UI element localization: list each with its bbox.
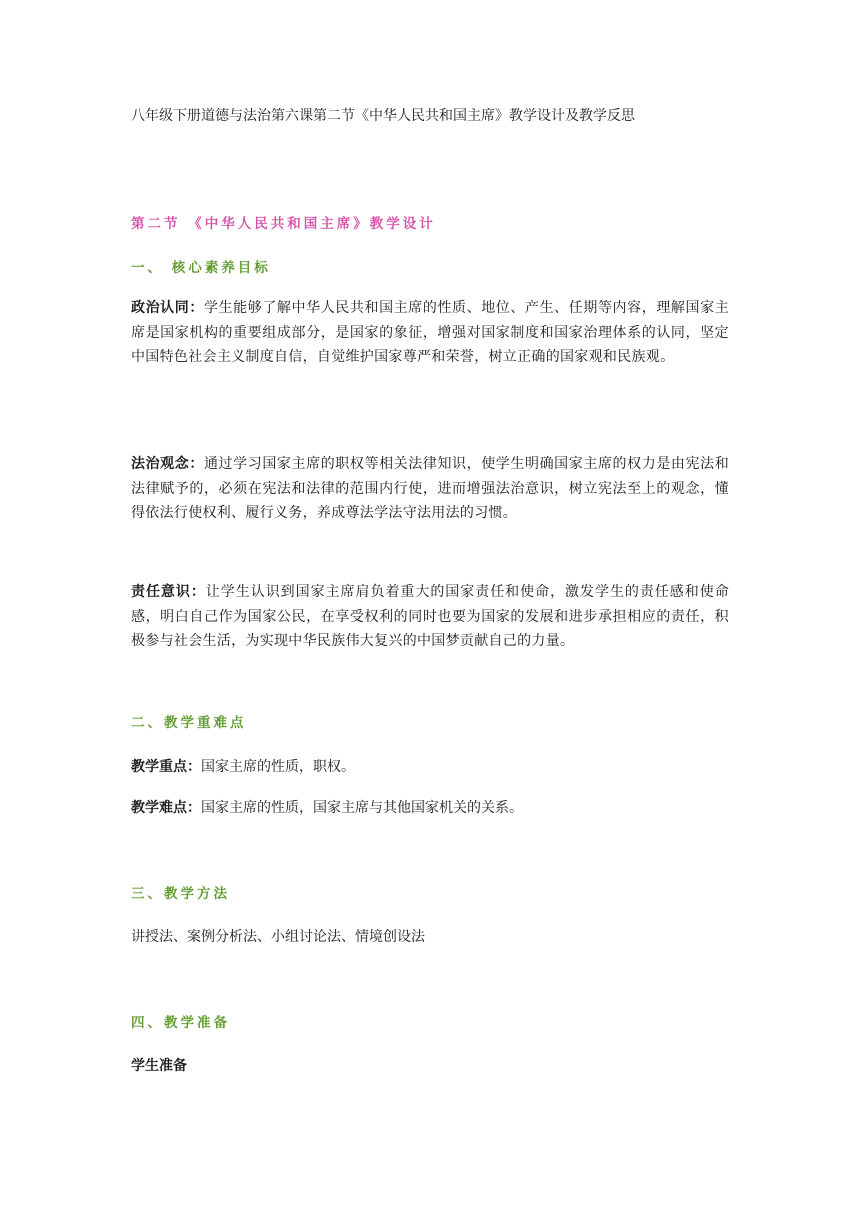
key-point-text: 国家主席的性质，职权。 <box>201 759 355 775</box>
heading-key-difficult-points: 二、教学重难点 <box>131 715 247 731</box>
difficult-point-line <box>131 797 731 819</box>
paragraph-label: 法治观念： <box>131 456 204 472</box>
difficult-point-label: 教学难点： <box>131 800 201 816</box>
paragraph-responsibility <box>131 580 729 654</box>
paragraph-text: 让学生认识到国家主席肩负着重大的国家责任和使命，激发学生的责任感和使命感，明白自己作为国家公民，在享受权利的同时也要为国家的发展和进步承担相应的责任，积极参与社会生活，为实现中华民族伟大复兴的中国梦贡献自己的力量。 <box>131 584 730 649</box>
paragraph-label: 政治认同： <box>131 300 204 316</box>
key-point-line <box>131 756 731 778</box>
heading-core-literacy: 一、 核心素养目标 <box>131 260 271 276</box>
paragraph-political-identity <box>131 296 729 370</box>
difficult-point-text: 国家主席的性质，国家主席与其他国家机关的关系。 <box>201 800 523 816</box>
heading-teaching-methods: 三、教学方法 <box>131 886 230 902</box>
document-title: 八年级下册道德与法治第六课第二节《中华人民共和国主席》教学设计及教学反思 <box>131 108 635 124</box>
student-preparation-label: 学生准备 <box>131 1058 187 1074</box>
paragraph-text: 学生能够了解中华人民共和国主席的性质、地位、产生、任期等内容，理解国家主席是国家机构的重要组成部分，是国家的象征，增强对国家制度和国家治理体系的认同，坚定中国特色社会主义制度自信，自觉维护国家尊严和荣誉，树立正确的国家观和民族观。 <box>131 300 729 365</box>
heading-teaching-preparation: 四、教学准备 <box>131 1015 230 1031</box>
section-title: 第二节 《中华人民共和国主席》教学设计 <box>131 216 436 232</box>
key-point-label: 教学重点： <box>131 759 201 775</box>
teaching-methods-text: 讲授法、案例分析法、小组讨论法、情境创设法 <box>131 929 425 945</box>
paragraph-legal-concept <box>131 452 729 526</box>
paragraph-text: 通过学习国家主席的职权等相关法律知识，使学生明确国家主席的权力是由宪法和法律赋予的，必须在宪法和法律的范围内行使，进而增强法治意识，树立宪法至上的观念，懂得依法行使权利、履行义务，养成尊法学法守法用法的习惯。 <box>131 456 729 521</box>
paragraph-label: 责任意识： <box>131 584 206 600</box>
